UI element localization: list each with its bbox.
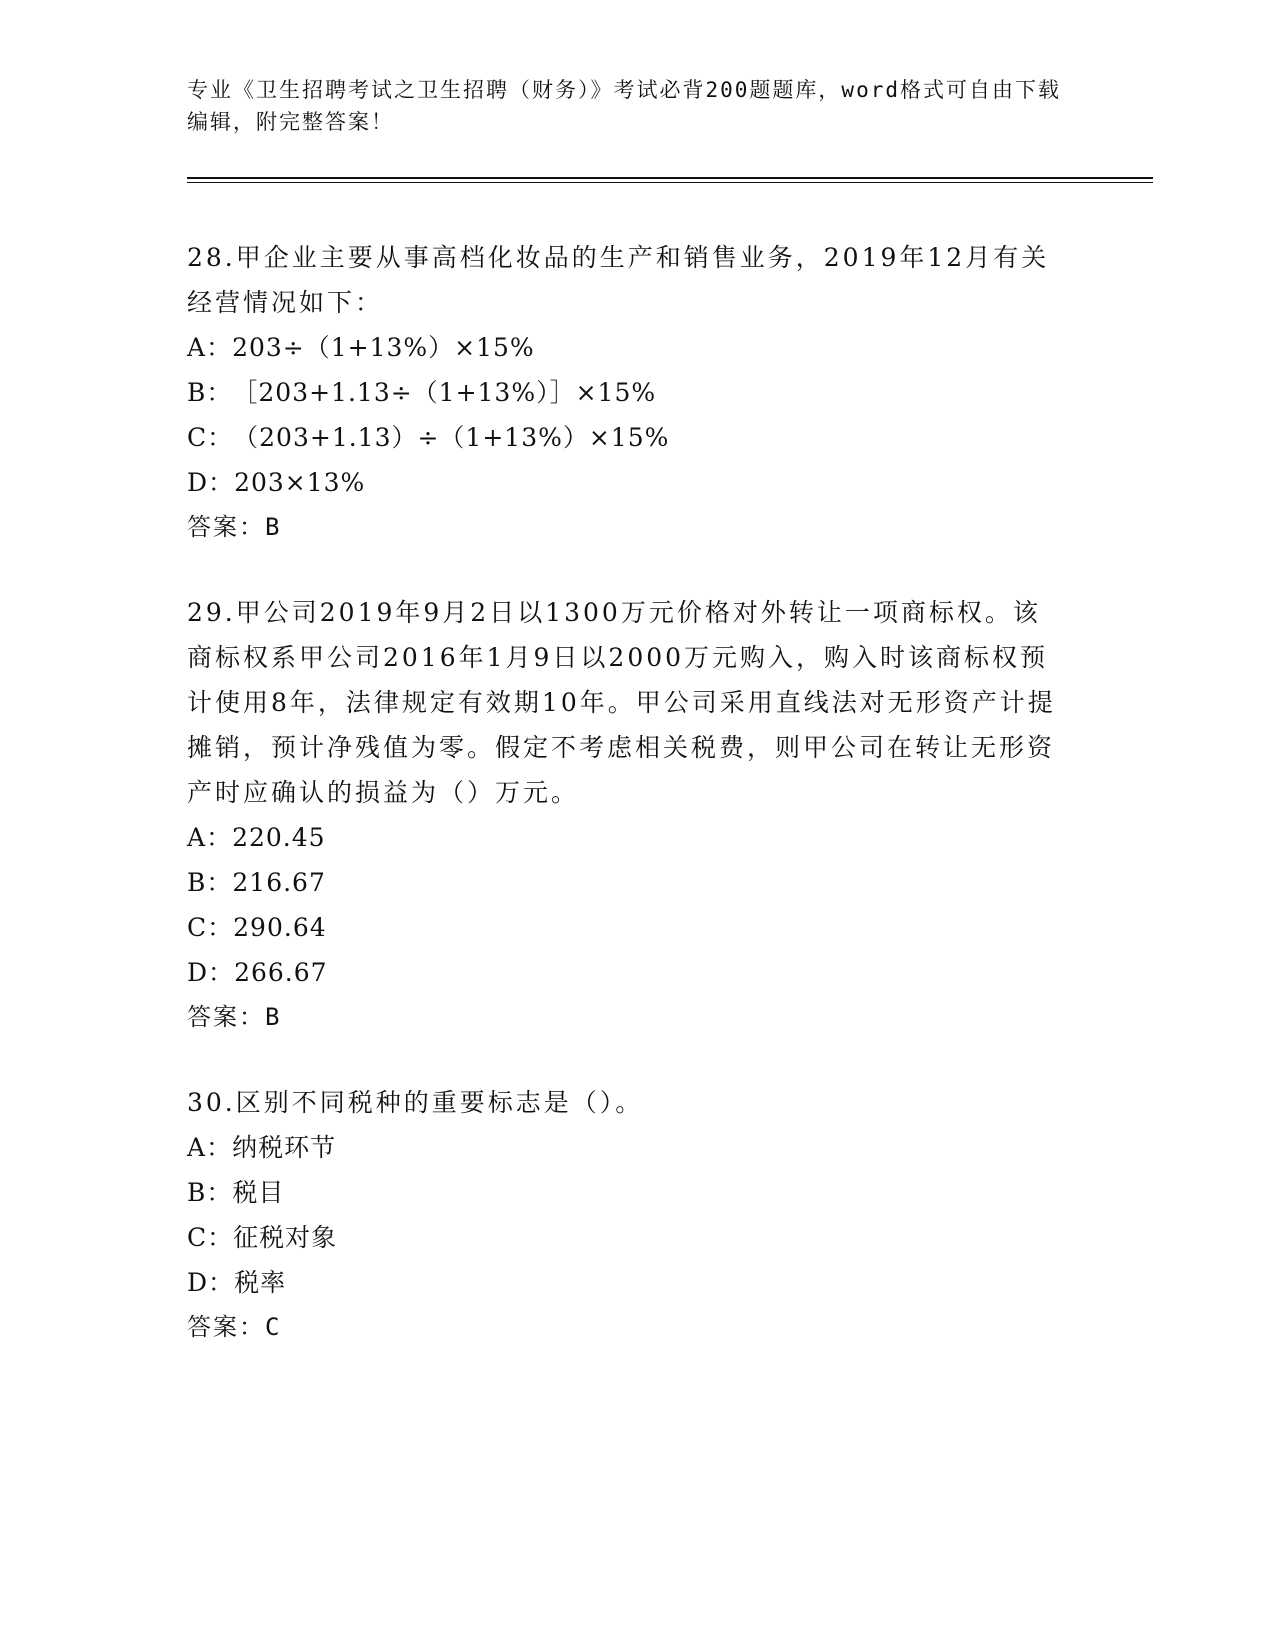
answer-line xyxy=(187,1305,1067,1350)
option-d xyxy=(187,1260,1067,1305)
option-c xyxy=(187,905,1067,950)
option-letter: A xyxy=(187,333,207,362)
option-separator: ： xyxy=(207,423,234,452)
option-text: （203+1.13）÷（1+13%）×15% xyxy=(233,423,670,452)
option-separator: ： xyxy=(208,468,235,497)
option-letter: C xyxy=(187,913,208,942)
option-letter: D xyxy=(187,958,209,987)
answer-line xyxy=(187,505,1067,550)
option-c xyxy=(187,415,1067,460)
option-text: 纳税环节 xyxy=(232,1133,337,1162)
question-body: 甲公司2019年9月2日以1300万元价格对外转让一项商标权。该商标权系甲公司2016年1月9日以2000万元购入，购入时该商标权预计使用8年，法律规定有效期10年。甲公司采用直线法对无形资产计提摊销，预计净残值为零。假定不考虑相关税费，则甲公司在转让无形资产时应确认的损益为（）万元。 xyxy=(187,598,1056,807)
answer-value: B xyxy=(265,513,282,541)
option-text: 290.64 xyxy=(233,913,327,942)
question-text xyxy=(187,590,1067,815)
option-d xyxy=(187,460,1067,505)
option-text: 征税对象 xyxy=(233,1223,338,1252)
option-letter: D xyxy=(187,1268,209,1297)
answer-label: 答案： xyxy=(187,1003,265,1031)
option-letter: B xyxy=(187,868,207,897)
option-b xyxy=(187,1170,1067,1215)
option-text: 266.67 xyxy=(234,958,328,987)
header-rule-thin xyxy=(187,182,1153,183)
option-a xyxy=(187,325,1067,370)
question-body: 区别不同税种的重要标志是（）。 xyxy=(235,1088,644,1117)
option-a xyxy=(187,1125,1067,1170)
option-c xyxy=(187,1215,1067,1260)
option-separator: ： xyxy=(206,823,233,852)
option-letter: B xyxy=(187,1178,207,1207)
answer-label: 答案： xyxy=(187,1313,265,1341)
option-separator: ： xyxy=(208,1268,235,1297)
question-number: 30. xyxy=(187,1088,236,1117)
option-separator: ： xyxy=(206,1178,233,1207)
answer-label: 答案： xyxy=(187,513,265,541)
option-b xyxy=(187,860,1067,905)
option-text: 税目 xyxy=(232,1178,285,1207)
question-29 xyxy=(187,590,1067,1040)
option-text: 216.67 xyxy=(232,868,326,897)
option-letter: A xyxy=(187,1133,207,1162)
option-text: ［203+1.13÷（1+13%）］×15% xyxy=(232,378,657,407)
option-letter: C xyxy=(187,1223,208,1252)
option-separator: ： xyxy=(206,378,233,407)
option-letter: B xyxy=(187,378,207,407)
option-separator: ： xyxy=(207,913,234,942)
option-d xyxy=(187,950,1067,995)
option-letter: D xyxy=(187,468,209,497)
option-separator: ： xyxy=(207,1223,234,1252)
option-letter: A xyxy=(187,823,207,852)
answer-line xyxy=(187,995,1067,1040)
option-separator: ： xyxy=(206,333,233,362)
question-30 xyxy=(187,1080,1067,1350)
option-separator: ： xyxy=(206,868,233,897)
answer-value: B xyxy=(265,1003,282,1031)
question-list xyxy=(187,235,1067,1390)
question-28 xyxy=(187,235,1067,550)
option-text: 220.45 xyxy=(232,823,326,852)
answer-value: C xyxy=(265,1313,282,1341)
question-number: 28. xyxy=(187,243,236,272)
document-header: 专业《卫生招聘考试之卫生招聘（财务）》考试必背200题题库，word格式可自由下载编辑，附完整答案！ xyxy=(187,78,1061,134)
option-text: 203×13% xyxy=(234,468,366,497)
question-body: 甲企业主要从事高档化妆品的生产和销售业务，2019年12月有关经营情况如下： xyxy=(187,243,1050,317)
question-number: 29. xyxy=(187,598,236,627)
option-separator: ： xyxy=(206,1133,233,1162)
option-text: 税率 xyxy=(234,1268,287,1297)
option-a xyxy=(187,815,1067,860)
question-text xyxy=(187,235,1067,325)
header-rule-thick xyxy=(187,177,1153,179)
option-letter: C xyxy=(187,423,208,452)
option-b xyxy=(187,370,1067,415)
option-separator: ： xyxy=(208,958,235,987)
question-text xyxy=(187,1080,1067,1125)
option-text: 203÷（1+13%）×15% xyxy=(232,333,535,362)
